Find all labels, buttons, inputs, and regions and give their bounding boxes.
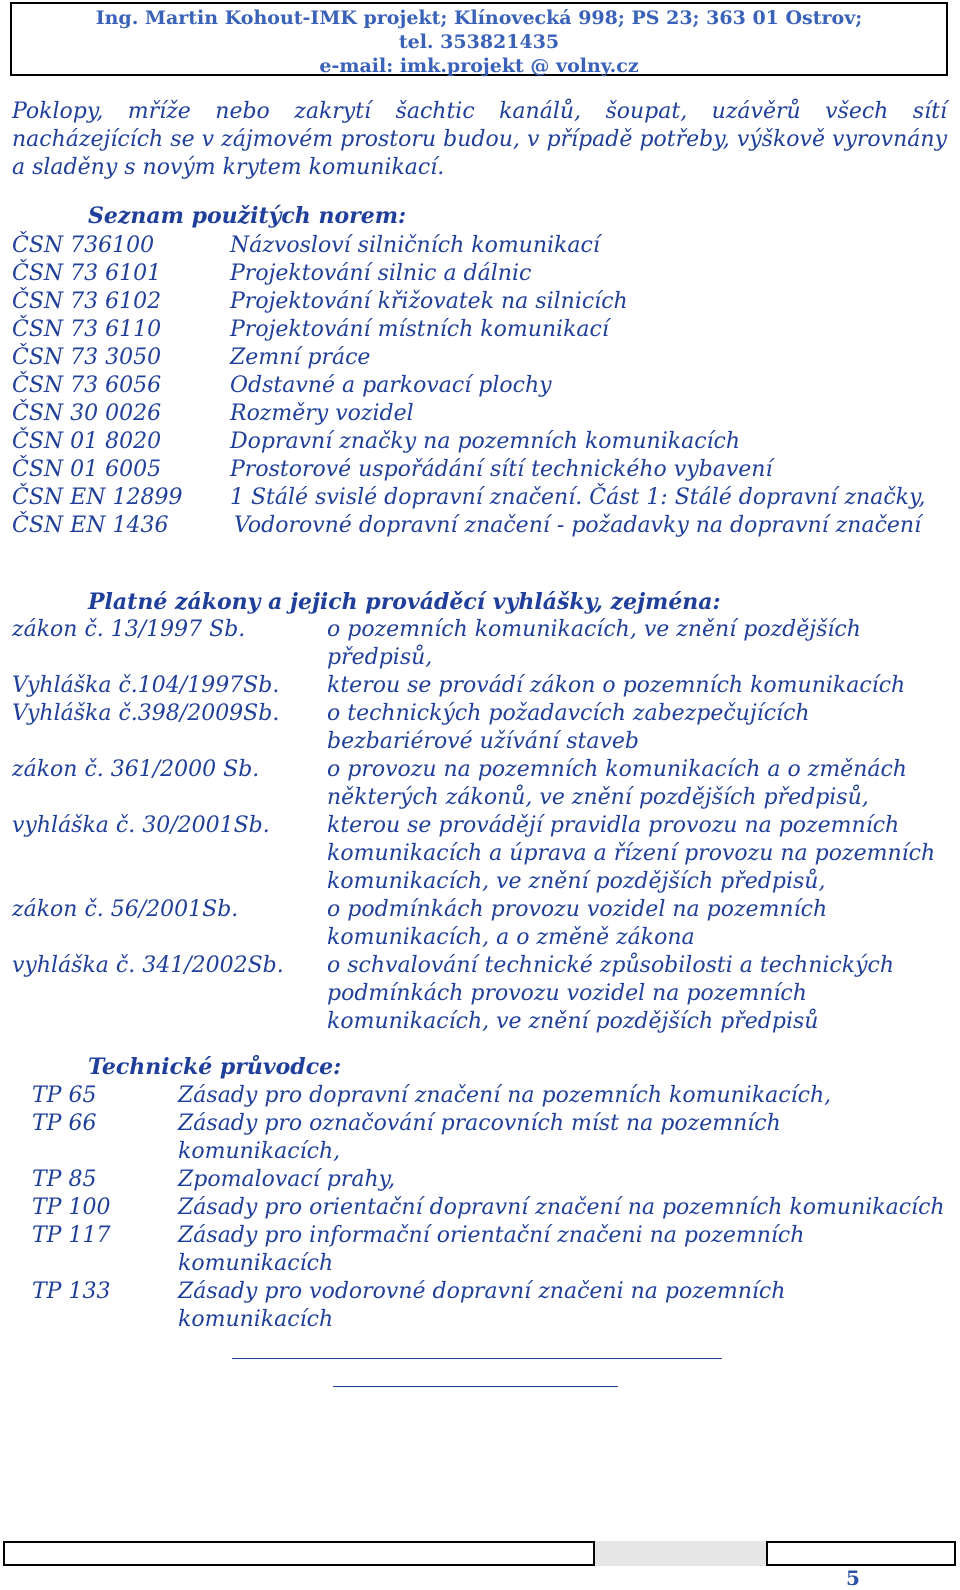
law-description-line: o schvalování technické způsobilosti a technických [327,953,894,978]
norm-code: ČSN 01 8020 [12,429,162,454]
footer-shaded-cell [593,1541,768,1566]
norms-heading: Seznam použitých norem: [88,203,407,229]
tp-description-line: Zásady pro dopravní značení na pozemních komunikacích, [178,1083,832,1108]
law-description-line: podmínkách provozu vozidel na pozemních [327,981,807,1006]
law-code: zákon č. 13/1997 Sb. [12,617,246,642]
tp-description-line: Zásady pro informační orientační značeni na pozemních [178,1223,805,1248]
law-code: vyhláška č. 30/2001Sb. [12,813,270,838]
norm-code: ČSN 30 0026 [12,401,162,426]
separator-line [333,1386,618,1387]
norm-name: Prostorové uspořádání sítí technického vybavení [230,457,773,482]
law-code: zákon č. 361/2000 Sb. [12,757,260,782]
norm-code: ČSN EN 1436 [12,513,169,538]
norm-name: Projektování místních komunikací [230,317,609,342]
tp-description-line: komunikacích [178,1307,334,1332]
law-description-line: některých zákonů, ve znění pozdějších předpisů, [327,785,869,810]
law-description-line: kterou se provádí zákon o pozemních komunikacích [327,673,906,698]
law-code: Vyhláška č.104/1997Sb. [12,673,280,698]
norm-code: ČSN 736100 [12,233,155,258]
norm-name: Rozměry vozidel [230,401,414,426]
tp-description-line: Zásady pro vodorovné dopravní značeni na pozemních [178,1279,786,1304]
tp-description-line: Zásady pro orientační dopravní značení na pozemních komunikacích [178,1195,945,1220]
letterhead-line-3: e-mail: imk.projekt @ volny.cz [319,55,639,77]
norm-name: Zemní práce [230,345,371,370]
tp-description-line: komunikacích, [178,1139,341,1164]
tp-description-line: komunikacích [178,1251,334,1276]
tp-code: TP 65 [32,1083,97,1108]
separator-line [232,1358,722,1359]
norm-code: ČSN 73 6101 [12,261,162,286]
intro-paragraph: Poklopy, mříže nebo zakrytí šachtic kanálů, šoupat, uzávěrů všech sítí nacházejících se v zájmovém prostoru budou, v případě potřeby, výškově vyrovnány a sladěny s novým krytem komunikací. [12,99,947,180]
norm-name: 1 Stálé svislé dopravní značení. Část 1: Stálé dopravní značky, [230,485,926,510]
law-code: Vyhláška č.398/2009Sb. [12,701,280,726]
law-code: vyhláška č. 341/2002Sb. [12,953,284,978]
law-description-line: o technických požadavcích zabezpečujících [327,701,810,726]
law-description-line: kterou se provádějí pravidla provozu na pozemních [327,813,900,838]
norm-code: ČSN 73 6102 [12,289,162,314]
norm-name: Projektování křižovatek na silnicích [230,289,628,314]
tp-code: TP 117 [32,1223,111,1248]
tp-code: TP 66 [32,1111,97,1136]
law-description-line: předpisů, [327,645,433,670]
norm-name: Dopravní značky na pozemních komunikacích [230,429,741,454]
tech-heading: Technické průvodce: [88,1054,342,1080]
norm-code: ČSN 01 6005 [12,457,162,482]
law-description-line: o podmínkách provozu vozidel na pozemních [327,897,828,922]
tp-code: TP 100 [32,1195,111,1220]
letterhead-line-1: Ing. Martin Kohout-IMK projekt; Klínovecká 998; PS 23; 363 01 Ostrov; [95,7,863,29]
tp-code: TP 133 [32,1279,111,1304]
norm-code: ČSN 73 6110 [12,317,162,342]
norm-code: ČSN EN 12899 [12,485,183,510]
law-description-line: komunikacích a úprava a řízení provozu na pozemních [327,841,936,866]
law-description-line: o provozu na pozemních komunikacích a o změnách [327,757,907,782]
letterhead [10,2,948,76]
norm-name: Názvosloví silničních komunikací [230,233,600,258]
norm-code: ČSN 73 3050 [12,345,162,370]
norm-name: Projektování silnic a dálnic [230,261,532,286]
law-description-line: o pozemních komunikacích, ve znění pozdějších [327,617,861,642]
law-code: zákon č. 56/2001Sb. [12,897,239,922]
tp-description-line: Zpomalovací prahy, [178,1167,396,1192]
norm-code: ČSN 73 6056 [12,373,162,398]
norm-name: Odstavné a parkovací plochy [230,373,552,398]
law-description-line: komunikacích, a o změně zákona [327,925,695,950]
law-description-line: komunikacích, ve znění pozdějších předpisů [327,1009,819,1034]
norm-name: Vodorovné dopravní značení - požadavky na dopravní značení [234,513,922,538]
footer-bar [3,1541,956,1566]
law-description-line: bezbariérové užívání staveb [327,729,639,754]
tp-description-line: Zásady pro označování pracovních míst na pozemních [178,1111,781,1136]
laws-heading: Platné zákony a jejich prováděcí vyhlášky, zejména: [88,589,721,615]
law-description-line: komunikacích, ve znění pozdějších předpisů, [327,869,826,894]
tp-code: TP 85 [32,1167,97,1192]
letterhead-line-2: tel. 353821435 [398,31,560,53]
page-number: 5 [846,1566,860,1590]
